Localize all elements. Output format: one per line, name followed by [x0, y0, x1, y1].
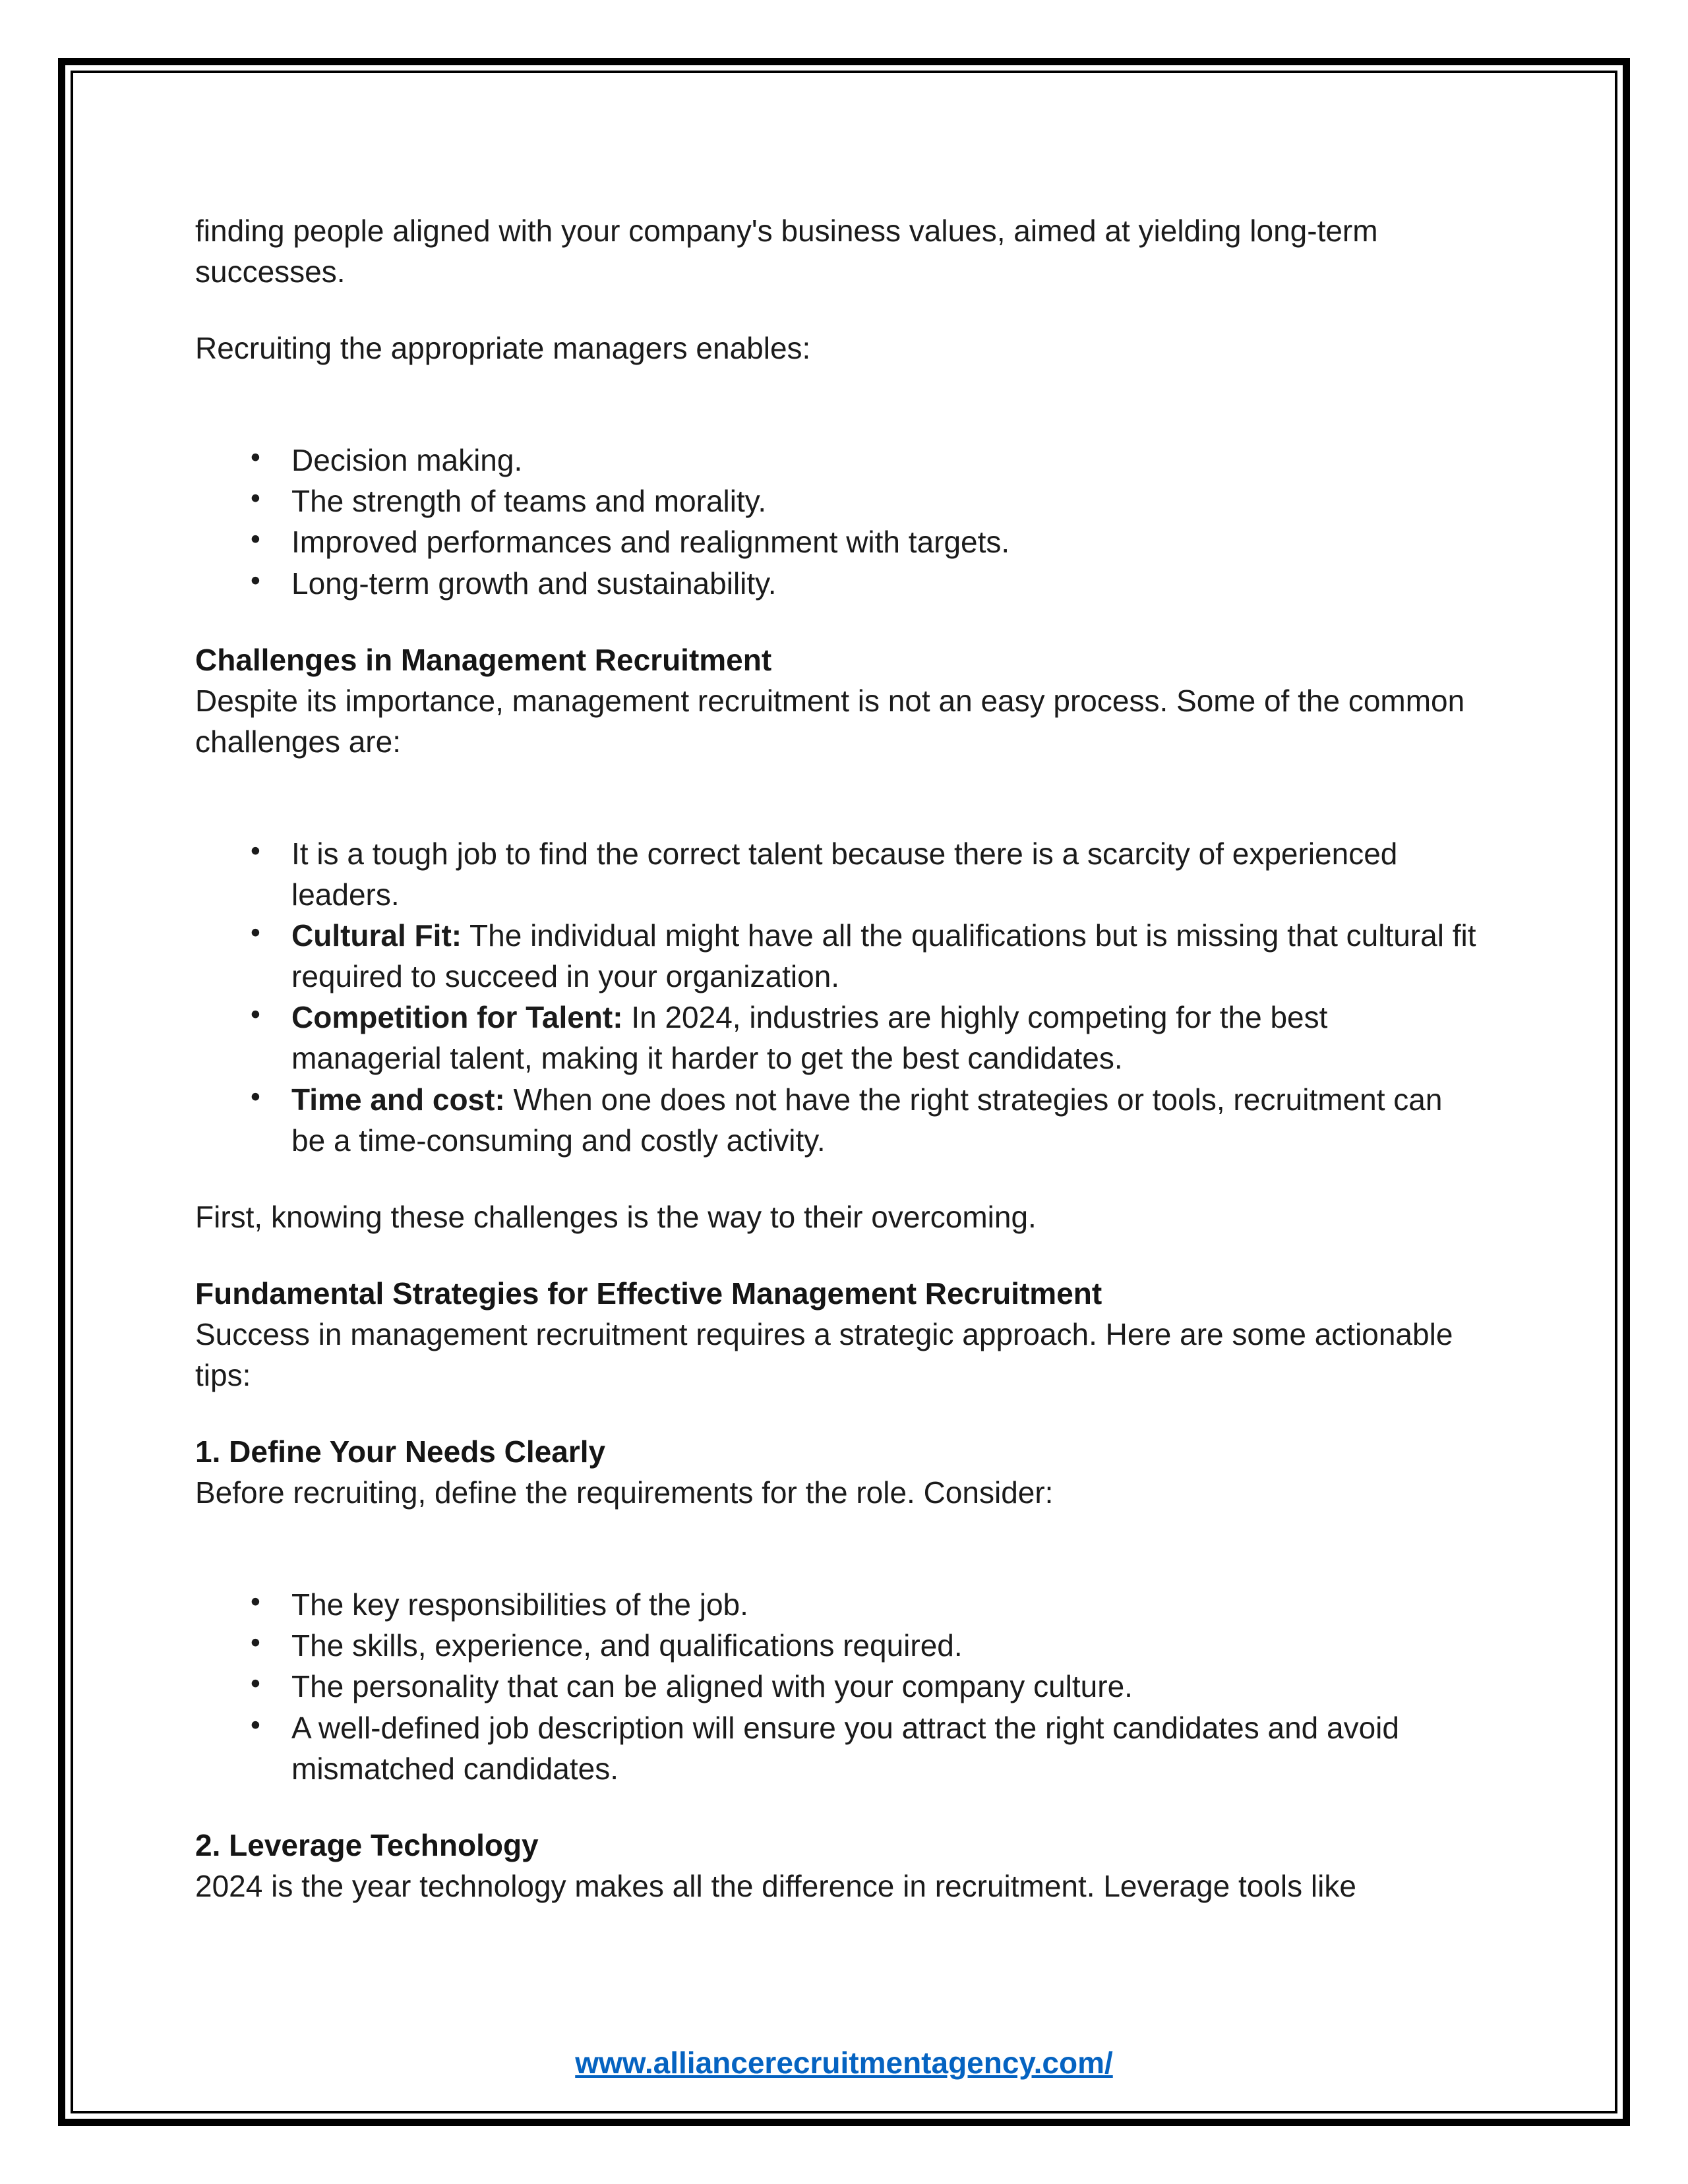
- paragraph-recruiting-enables: Recruiting the appropriate managers enables:: [195, 331, 811, 366]
- list-item-lead: Cultural Fit:: [291, 918, 462, 953]
- list-item-lead: Competition for Talent:: [291, 1000, 623, 1035]
- section-challenges: [195, 639, 1476, 762]
- paragraph-define-needs-intro: Before recruiting, define the requirements for the role. Consider:: [195, 1475, 1054, 1510]
- paragraph-leverage-technology-intro: 2024 is the year technology makes all the difference in recruitment. Leverage tools like: [195, 1868, 1356, 1903]
- paragraph-challenges-outro: First, knowing these challenges is the way to their overcoming.: [195, 1199, 1037, 1234]
- list-item-text: The strength of teams and morality.: [291, 484, 767, 519]
- document-content: [73, 73, 1615, 1906]
- heading-strategies: Fundamental Strategies for Effective Management Recruitment: [195, 1276, 1102, 1311]
- section-define-needs: [195, 1431, 1476, 1513]
- heading-challenges: Challenges in Management Recruitment: [195, 642, 772, 677]
- list-item-text: In 2024, industries are highly competing for the best managerial talent, making it harder to get the best candidates.: [291, 1000, 1328, 1076]
- list-item: [195, 440, 1476, 481]
- list-item-text: It is a tough job to find the correct talent because there is a scarcity of experienced leaders.: [291, 836, 1398, 912]
- list-item: [195, 1707, 1476, 1789]
- section-strategies: [195, 1273, 1476, 1396]
- paragraph-strategies-intro: Success in management recruitment requires a strategic approach. Here are some actionable tips:: [195, 1316, 1453, 1392]
- list-item: [195, 481, 1476, 521]
- paragraph-opening: finding people aligned with your company's business values, aimed at yielding long-term successes.: [195, 214, 1378, 289]
- list-item: [195, 563, 1476, 604]
- paragraph-challenges-intro: Despite its importance, management recruitment is not an easy process. Some of the common challenges are:: [195, 683, 1465, 759]
- page-border-frame: [58, 58, 1630, 2126]
- heading-leverage-technology: 2. Leverage Technology: [195, 1827, 539, 1862]
- enables-list: [195, 440, 1476, 603]
- list-item-lead: Time and cost:: [291, 1082, 505, 1117]
- list-item-text: A well-defined job description will ensure you attract the right candidates and avoid mismatched candidates.: [291, 1710, 1399, 1786]
- list-item: [195, 521, 1476, 562]
- list-item: [195, 1584, 1476, 1625]
- list-item: [195, 833, 1476, 915]
- list-item: [195, 1666, 1476, 1707]
- challenges-list: [195, 833, 1476, 1161]
- list-item: [195, 1079, 1476, 1161]
- list-item-text: When one does not have the right strategies or tools, recruitment can be a time-consuming and costly activity.: [291, 1082, 1443, 1158]
- list-item-text: The personality that can be aligned with your company culture.: [291, 1669, 1133, 1704]
- page-inner-border: [71, 71, 1617, 2113]
- list-item-text: Improved performances and realignment with targets.: [291, 525, 1010, 560]
- list-item: [195, 915, 1476, 997]
- list-item: [195, 997, 1476, 1078]
- section-leverage-technology: [195, 1825, 1476, 1906]
- list-item-text: Long-term growth and sustainability.: [291, 566, 777, 601]
- footer-link[interactable]: www.alliancerecruitmentagency.com/: [575, 2046, 1113, 2081]
- heading-define-needs: 1. Define Your Needs Clearly: [195, 1434, 606, 1469]
- page-footer: [73, 2044, 1615, 2083]
- list-item-text: The individual might have all the qualifications but is missing that cultural fit required to succeed in your organization.: [291, 918, 1476, 994]
- list-item-text: The skills, experience, and qualifications required.: [291, 1628, 963, 1663]
- list-item-text: The key responsibilities of the job.: [291, 1587, 748, 1622]
- list-item: [195, 1625, 1476, 1666]
- define-needs-list: [195, 1584, 1476, 1788]
- list-item-text: Decision making.: [291, 443, 523, 478]
